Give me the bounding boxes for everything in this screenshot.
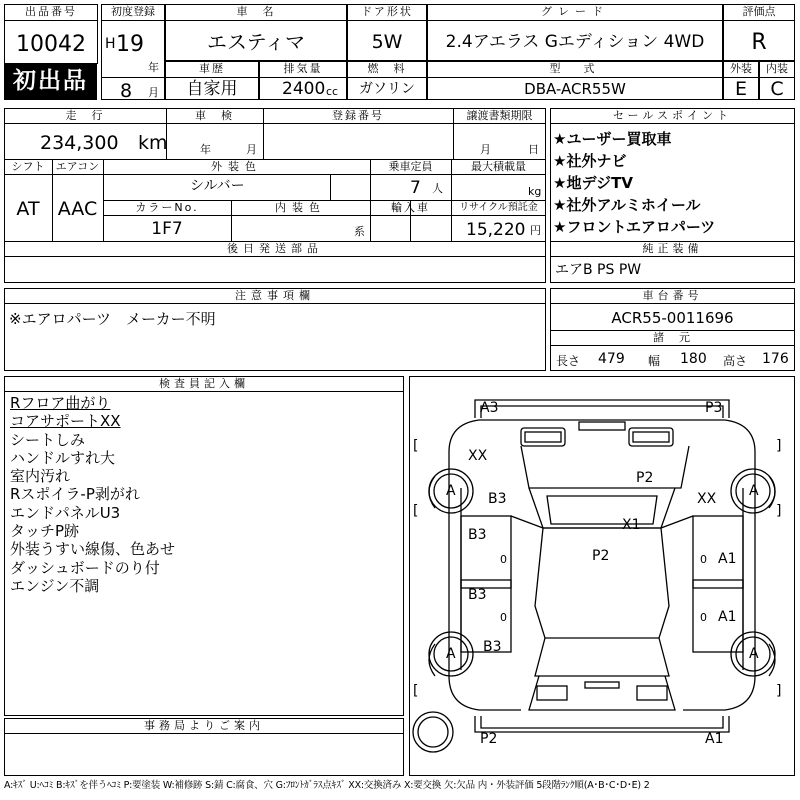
inspector-label: 検査員記入欄 [159,377,249,390]
inspection-year-unit: 年 [200,143,211,156]
capacity-label: 乗車定員 [388,160,433,173]
score: R [751,30,767,55]
door-label: ドア形状 [361,5,413,18]
damage-xx-left: XX [468,448,488,464]
mileage-label: 走 行 [65,109,105,122]
height-label: 高さ [723,354,748,368]
sales-points-list [553,128,715,238]
inspector-list [10,394,175,595]
shift: AT [16,198,40,220]
max-load-unit: kg [528,185,542,198]
zero-left-1: 0 [500,553,507,566]
width-label: 幅 [648,354,661,368]
reg-year: 19 [116,32,144,57]
damage-b3-fl: B3 [488,491,507,507]
history: 自家用 [186,79,238,99]
car-diagram [409,376,795,776]
sales-point-item: ★社外ナビ [553,152,627,170]
max-load-label: 最大積載量 [471,160,526,173]
transfer-month-unit: 月 [480,143,491,156]
reg-number-label: 登録番号 [332,109,384,122]
office-label: 事務局よりご案内 [144,719,264,732]
damage-b3-rear-left: B3 [483,639,502,655]
damage-b3-left-2: B3 [468,587,487,603]
reg-month: 8 [120,80,133,102]
damage-a1-right-2: A1 [718,609,737,625]
lot-number: 10042 [16,32,86,57]
grade-label: グレード [541,5,609,18]
transfer-day-unit: 日 [528,143,539,156]
color-no-label: カラーNo. [135,201,199,214]
recycle-unit: 円 [530,224,541,237]
interior-grade: C [770,78,784,100]
import-label: 輸入車 [391,201,430,214]
width: 180 [680,351,707,367]
ac-label: エアコン [55,160,100,173]
inspector-item: ダッシュボードのり付 [10,558,160,577]
chassis-number: ACR55-0011696 [611,309,734,327]
transfer-doc-label: 譲渡書類期限 [466,109,533,122]
damage-b3-left-1: B3 [468,527,487,543]
interior-label: 内装 [766,62,788,75]
exterior-grade: E [734,78,747,100]
capacity: 7 [410,178,421,198]
shift-label: シフト [11,160,45,173]
damage-p3: P3 [705,400,723,416]
inspector-item: Rスポイラ-P剥がれ [10,485,140,504]
inspector-item: エンジン不調 [10,576,100,595]
car-name-label: 車 名 [236,5,276,18]
history-label: 車歴 [199,62,225,75]
wheel-rr: A [749,646,759,662]
score-label: 評価点 [742,5,776,18]
inspector-item: Rフロア曲がり [10,394,111,412]
bracket-rr-side: ] [776,683,782,699]
ac: AAC [57,198,98,220]
inspector-item: ハンドルすれ大 [10,448,116,467]
interior-color-unit: 系 [354,225,365,238]
zero-right-2: 0 [700,611,707,624]
month-unit: 月 [148,86,159,99]
notes-label: 注意事項欄 [235,289,315,302]
length: 479 [598,351,625,367]
model: DBA-ACR55W [524,80,626,98]
model-label: 型 式 [549,62,601,75]
fuel-label: 燃 料 [367,62,407,75]
bracket-rl-side: [ [413,683,419,699]
first-reg-label: 初度登録 [111,5,155,18]
chassis-label: 車台番号 [642,289,703,302]
equipment: エアB PS PW [555,262,642,278]
zero-left-2: 0 [500,611,507,624]
mileage: 234,300 [40,132,119,154]
later-parts-label: 後日発送部品 [227,242,323,255]
car-name: エスティマ [207,30,305,54]
zero-right-1: 0 [700,553,707,566]
sales-point-item: ★ユーザー買取車 [553,130,672,148]
damage-p2-rear-left: P2 [480,731,498,747]
legend: A:ｷｽﾞ U:ﾍｺﾐ B:ｷｽﾞを伴うﾍｺﾐ P:要塗装 W:補修跡 S:錆 C:腐食、穴 G:ﾌﾛﾝﾄｶﾞﾗｽ点ｷｽﾞ XX:交換済み X:要交換 欠:欠品 内・外装評価 5段階ﾗﾝｸ順(A･B･C･D･E) 2 [4,780,650,791]
interior-color-label: 内装色 [275,201,326,214]
color-no: 1F7 [151,219,183,239]
sales-point-item: ★社外アルミホイール [553,196,701,214]
capacity-unit: 人 [432,182,443,195]
sales-point-item: ★フロントエアロパーツ [553,218,716,236]
inspector-item: エンドパネルU3 [10,503,121,522]
damage-p2-hood: P2 [636,470,654,486]
notes-text: ※エアロパーツ メーカー不明 [9,310,216,328]
dims-label: 諸 元 [653,331,692,344]
exterior-label: 外装 [730,62,752,75]
year-unit: 年 [148,61,159,74]
inspector-item: 外装うすい線傷、色あせ [10,540,176,559]
damage-a1-right-1: A1 [718,551,737,567]
color: シルバー [190,178,245,194]
door-type: 5W [371,31,403,53]
length-label: 長さ [556,354,581,368]
inspector-item: タッチP跡 [10,522,80,541]
bracket-fl-side: [ [413,503,419,519]
inspector-item: シートしみ [10,430,86,449]
height: 176 [762,351,789,367]
fuel: ガソリン [359,81,415,97]
recycle-label: リサイクル預託金 [459,202,538,213]
damage-a1-rear-right: A1 [705,731,724,747]
bracket-front-left: [ [413,438,419,454]
inspector-item: コアサポートXX [10,412,121,431]
color-label: 外装色 [211,160,262,173]
wheel-fr: A [749,483,759,499]
recycle-fee: 15,220 [466,220,526,240]
wheel-fl: A [446,483,456,499]
inspection-month-unit: 月 [246,143,257,156]
damage-p2-roof: P2 [592,548,610,564]
bracket-fr-side: ] [776,503,782,519]
damage-a3: A3 [480,400,499,416]
wheel-rl: A [446,646,456,662]
inspector-item: 室内汚れ [10,467,71,486]
equipment-label: 純正装備 [642,242,703,255]
displacement-unit: cc [326,85,339,98]
mileage-unit: km [138,132,168,154]
lot-number-label: 出品番号 [25,5,77,18]
sales-points-label: セールスポイント [612,109,732,122]
first-listing-badge: 初出品 [4,63,97,100]
bracket-front-right: ] [776,438,782,454]
displacement: 2400 [282,79,326,99]
inspection-label: 車 検 [195,109,234,122]
displacement-label: 排気量 [283,62,323,75]
damage-x1: X1 [622,517,641,533]
grade: 2.4アエラス Gエディション 4WD [445,32,705,52]
era: H [105,36,116,52]
sales-point-item: ★地デジTV [553,174,633,192]
damage-xx-right: XX [697,491,717,507]
